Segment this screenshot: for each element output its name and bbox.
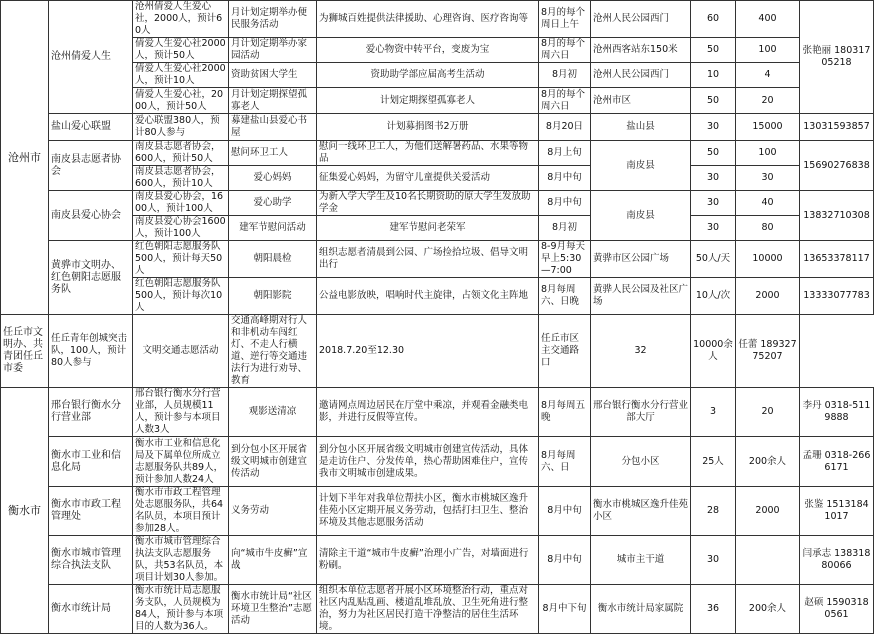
serve-cell: 200余人 bbox=[736, 585, 800, 634]
team-cell: 红色朝阳志愿服务队500人，预计每天50人 bbox=[133, 241, 229, 278]
content-cell: 为新入学大学生及10名长期资助的原大学生发放助学金 bbox=[317, 191, 539, 216]
content-cell: 慰问一线环卫工人，为他们送解暑药品、水果等物品 bbox=[317, 141, 539, 166]
people-cell: 60 bbox=[691, 1, 736, 38]
team-cell: 爱心联盟380人，预计80人参与 bbox=[133, 114, 229, 141]
content-cell: 邀请网点周边居民在厅堂中乘凉，并观看金融类电影，并进行反假等宣传。 bbox=[317, 388, 539, 437]
content-cell: 建军节慰问老荣军 bbox=[317, 216, 539, 241]
team-cell: 南皮县爱心协会，1600人，预计100人 bbox=[133, 191, 229, 216]
place-cell: 盐山县 bbox=[591, 114, 691, 141]
people-cell: 28 bbox=[691, 487, 736, 536]
content-cell: 为狮城百姓提供法律援助、心理咨询、医疗咨询等 bbox=[317, 1, 539, 38]
table-row bbox=[1, 585, 874, 634]
contact-cell: 闫承志 13831880066 bbox=[800, 536, 874, 585]
people-cell: 50 bbox=[691, 88, 736, 114]
people-cell: 50 bbox=[691, 141, 736, 166]
team-cell: 倩爱人生爱心社2000人，预计10人 bbox=[133, 63, 229, 88]
time-cell: 8月每周六、日 bbox=[539, 437, 591, 487]
activity-name-cell: 观影送清凉 bbox=[229, 388, 317, 437]
activity-name-cell: 到分包小区开展省级文明城市创建宣传活动 bbox=[229, 437, 317, 487]
team-cell: 沧州倩爱人生爱心社，2000人，预计60人 bbox=[133, 1, 229, 38]
people-cell: 25人 bbox=[691, 437, 736, 487]
team-cell: 倩爱人生爱心社，2000人，预计50人 bbox=[133, 88, 229, 114]
content-cell: 征集爱心妈妈，为留守儿童提供关爱活动 bbox=[317, 166, 539, 191]
contact-cell: 13832710308 bbox=[800, 191, 874, 241]
team-cell: 红色朝阳志愿服务队500人，预计每次10人 bbox=[133, 278, 229, 315]
table-row bbox=[1, 388, 874, 437]
time-cell: 8月中旬 bbox=[539, 166, 591, 191]
serve-cell bbox=[736, 536, 800, 585]
time-cell: 8月中旬 bbox=[539, 536, 591, 585]
team-cell: 南皮县志愿者协会，600人，预计10人 bbox=[133, 166, 229, 191]
table-row bbox=[1, 437, 874, 487]
activity-name-cell: 建军节慰问活动 bbox=[229, 216, 317, 241]
place-cell: 沧州人民公园西门 bbox=[591, 63, 691, 88]
content-cell: 清除主干道“城市牛皮癣”治理小广告，对墙面进行粉刷。 bbox=[317, 536, 539, 585]
place-cell: 黄骅市区公园广场 bbox=[591, 241, 691, 278]
org-cell: 南皮县志愿者协会 bbox=[49, 141, 133, 191]
serve-cell: 2000 bbox=[736, 487, 800, 536]
people-cell: 10人/次 bbox=[691, 278, 736, 315]
time-cell: 8月中旬 bbox=[539, 487, 591, 536]
activity-name-cell: 爱心妈妈 bbox=[229, 166, 317, 191]
activity-name-cell: 慰问环卫工人 bbox=[229, 141, 317, 166]
place-cell: 邢台银行衡水分行营业部大厅 bbox=[591, 388, 691, 437]
org-cell: 衡水市统计局 bbox=[49, 585, 133, 634]
place-cell: 衡水市统计局家属院 bbox=[591, 585, 691, 634]
time-cell: 8月20日 bbox=[539, 114, 591, 141]
time-cell: 8月中下旬 bbox=[539, 585, 591, 634]
contact-cell: 孟珊 0318-2666171 bbox=[800, 437, 874, 487]
activity-name-cell: 爱心助学 bbox=[229, 191, 317, 216]
serve-cell: 40 bbox=[736, 191, 800, 216]
place-cell: 分包小区 bbox=[591, 437, 691, 487]
content-cell: 组织志愿者清晨到公园、广场捡拾垃圾、倡导文明出行 bbox=[317, 241, 539, 278]
place-cell: 衡水市桃城区逸升佳苑小区 bbox=[591, 487, 691, 536]
place-cell: 南皮县 bbox=[591, 191, 691, 241]
org-cell: 衡水市城市管理综合执法支队 bbox=[49, 536, 133, 585]
content-cell: 资助助学部应届高考生活动 bbox=[317, 63, 539, 88]
team-cell: 邢台银行衡水分行营业部，人员规模11人，预计参与本项目人数3人 bbox=[133, 388, 229, 437]
time-cell: 8月的每个周六日 bbox=[539, 88, 591, 114]
org-cell: 黄骅市文明办、红色朝阳志愿服务队 bbox=[49, 241, 133, 315]
contact-cell: 赵硕 15903180561 bbox=[800, 585, 874, 634]
time-cell: 8月初 bbox=[539, 216, 591, 241]
time-cell: 2018.7.20至12.30 bbox=[317, 315, 539, 388]
activity-name-cell: 资助贫困大学生 bbox=[229, 63, 317, 88]
place-cell: 沧州人民公园西门 bbox=[591, 1, 691, 38]
serve-cell: 10000余人 bbox=[691, 315, 736, 388]
serve-cell: 80 bbox=[736, 216, 800, 241]
contact-cell: 13653378117 bbox=[800, 241, 874, 278]
team-cell: 任丘青年创城突击队，100人，预计80人参与 bbox=[49, 315, 133, 388]
org-cell: 南皮县爱心协会 bbox=[49, 191, 133, 241]
activity-name-cell: 月计划定期探望孤寡老人 bbox=[229, 88, 317, 114]
activity-name-cell: 朝阳晨检 bbox=[229, 241, 317, 278]
table-row bbox=[1, 114, 874, 141]
activity-name-cell: 文明交通志愿活动 bbox=[133, 315, 229, 388]
content-cell: 计划募捐图书2万册 bbox=[317, 114, 539, 141]
contact-cell: 13031593857 bbox=[800, 114, 874, 141]
serve-cell: 100 bbox=[736, 38, 800, 63]
time-cell: 8月初 bbox=[539, 63, 591, 88]
serve-cell: 400 bbox=[736, 1, 800, 38]
serve-cell: 10000 bbox=[736, 241, 800, 278]
content-cell: 计划下半年对我单位帮扶小区，衡水市桃城区逸升佳苑小区定期开展义务劳动，包括打扫卫生、整治环境及其他志愿服务活动 bbox=[317, 487, 539, 536]
people-cell: 10 bbox=[691, 63, 736, 88]
serve-cell: 20 bbox=[736, 88, 800, 114]
table-row bbox=[1, 141, 874, 166]
serve-cell: 2000 bbox=[736, 278, 800, 315]
place-cell: 任丘市区主交通路口 bbox=[539, 315, 591, 388]
serve-cell: 20 bbox=[736, 388, 800, 437]
team-cell: 衡水市城市管理综合执法支队志愿服务队，共53名队员，本项目计划30人参加。 bbox=[133, 536, 229, 585]
time-cell: 8月上旬 bbox=[539, 141, 591, 166]
city-cell: 衡水市 bbox=[1, 388, 49, 634]
content-cell: 到分包小区开展省级文明城市创建宣传活动，具体是走访住户、分发传单，热心帮助困难住户，宣传我市文明城市创建成果。 bbox=[317, 437, 539, 487]
content-cell: 爱心物资中转平台，变废为宝 bbox=[317, 38, 539, 63]
org-cell: 任丘市文明办、共青团任丘市委 bbox=[1, 315, 49, 388]
table-row bbox=[1, 191, 874, 216]
serve-cell: 15000 bbox=[736, 114, 800, 141]
people-cell: 30 bbox=[691, 536, 736, 585]
contact-cell: 任蕾 18932775207 bbox=[736, 315, 800, 388]
people-cell: 50 bbox=[691, 38, 736, 63]
table-row bbox=[1, 241, 874, 278]
people-cell: 36 bbox=[691, 585, 736, 634]
table-row bbox=[1, 1, 874, 38]
people-cell: 30 bbox=[691, 166, 736, 191]
contact-cell: 张鉴 15131841017 bbox=[800, 487, 874, 536]
time-cell: 8月中旬 bbox=[539, 191, 591, 216]
serve-cell: 200余人 bbox=[736, 437, 800, 487]
content-cell: 公益电影放映，唱响时代主旋律，占领文化主阵地 bbox=[317, 278, 539, 315]
serve-cell: 4 bbox=[736, 63, 800, 88]
serve-cell: 30 bbox=[736, 166, 800, 191]
people-cell: 30 bbox=[691, 114, 736, 141]
contact-cell: 13333077783 bbox=[800, 278, 874, 315]
team-cell: 南皮县志愿者协会，600人，预计50人 bbox=[133, 141, 229, 166]
content-cell: 计划定期探望孤寡老人 bbox=[317, 88, 539, 114]
people-cell: 30 bbox=[691, 216, 736, 241]
team-cell: 倩爱人生爱心社2000人，预计50人 bbox=[133, 38, 229, 63]
people-cell: 3 bbox=[691, 388, 736, 437]
people-cell: 50人/天 bbox=[691, 241, 736, 278]
time-cell: 8月每周六、日晚 bbox=[539, 278, 591, 315]
contact-cell: 李丹 0318-5119888 bbox=[800, 388, 874, 437]
activity-name-cell: 月计划定期举办家园活动 bbox=[229, 38, 317, 63]
activity-name-cell: 义务劳动 bbox=[229, 487, 317, 536]
team-cell: 衡水市统计局志愿服务支队，人员规模为84人，预计参与本项目的人数为36人。 bbox=[133, 585, 229, 634]
content-cell: 交通高峰期对行人和非机动车闯红灯、不走人行横道、逆行等交通违法行为进行劝导、教育 bbox=[229, 315, 317, 388]
table-row bbox=[1, 487, 874, 536]
team-cell: 衡水市市政工程管理处志愿服务队，共64名队员，本项目预计参加28人。 bbox=[133, 487, 229, 536]
org-cell: 邢台银行衡水分行营业部 bbox=[49, 388, 133, 437]
table-row bbox=[1, 315, 874, 388]
place-cell: 沧州市区 bbox=[591, 88, 691, 114]
org-cell: 衡水市市政工程管理处 bbox=[49, 487, 133, 536]
place-cell: 南皮县 bbox=[591, 141, 691, 191]
serve-cell: 100 bbox=[736, 141, 800, 166]
org-cell: 衡水市工业和信息化局 bbox=[49, 437, 133, 487]
people-cell: 32 bbox=[591, 315, 691, 388]
people-cell: 30 bbox=[691, 191, 736, 216]
activity-name-cell: 向“城市牛皮癣”宣战 bbox=[229, 536, 317, 585]
org-cell: 盐山爱心联盟 bbox=[49, 114, 133, 141]
time-cell: 8月的每个周六日 bbox=[539, 38, 591, 63]
contact-cell: 张艳丽 18031705218 bbox=[800, 1, 874, 114]
activity-name-cell: 募建盐山县爱心书屋 bbox=[229, 114, 317, 141]
time-cell: 8-9月每天早上5:30—7:00 bbox=[539, 241, 591, 278]
content-cell: 组织本单位志愿者开展小区环境整治行动，重点对社区内乱贴乱画、楼道乱堆乱放、卫生死角进行整治，努力为社区居民打造干净整洁的居住生活环境。 bbox=[317, 585, 539, 634]
place-cell: 城市主干道 bbox=[591, 536, 691, 585]
time-cell: 8月每周五晚 bbox=[539, 388, 591, 437]
place-cell: 黄骅人民公园及社区广场 bbox=[591, 278, 691, 315]
time-cell: 8月的每个周日上午 bbox=[539, 1, 591, 38]
team-cell: 衡水市工业和信息化局及下属单位所成立志愿服务队共89人，预计参加人数24人 bbox=[133, 437, 229, 487]
activity-name-cell: 月计划定期举办便民服务活动 bbox=[229, 1, 317, 38]
team-cell: 南皮县爱心协会1600人，预计100人 bbox=[133, 216, 229, 241]
activity-name-cell: 朝阳影院 bbox=[229, 278, 317, 315]
place-cell: 沧州西客站东150米 bbox=[591, 38, 691, 63]
activity-name-cell: 衡水市统计局“社区环境卫生整治”志愿活动 bbox=[229, 585, 317, 634]
table-row bbox=[1, 536, 874, 585]
org-cell: 沧州倩爱人生 bbox=[49, 1, 133, 114]
city-cell: 沧州市 bbox=[1, 1, 49, 315]
contact-cell: 15690276838 bbox=[800, 141, 874, 191]
